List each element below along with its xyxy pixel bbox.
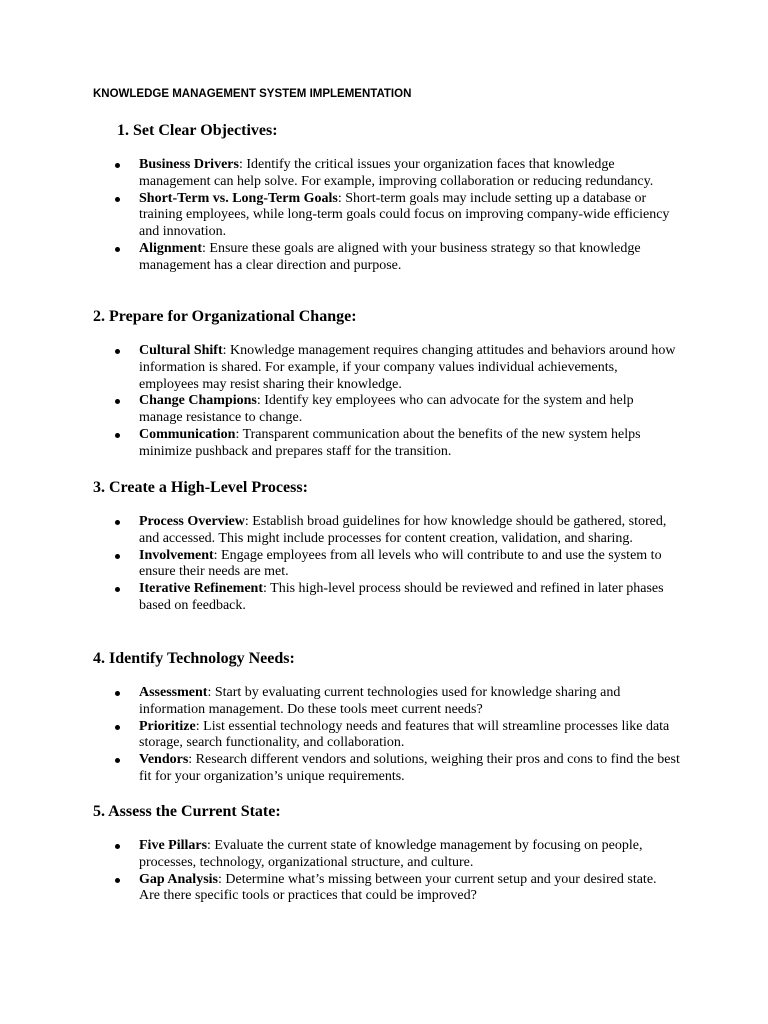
item-text: : This high-level process should be reviewed and refined in later phases based on feedback. [139,581,664,613]
list-item [115,685,680,719]
list-item [115,838,680,872]
item-text: : Transparent communication about the benefits of the new system helps minimize pushback and prepares staff for the transition. [139,426,641,459]
list-item [115,343,680,393]
item-term: Vendors [139,752,189,768]
bullet-icon [115,878,120,883]
section-5-list [115,838,680,905]
item-term: Short-Term vs. Long-Term Goals [139,190,338,206]
item-text: : Knowledge management requires changing attitudes and behaviors around how information is shared. For example, if your company values individual achievements, employees may resist sharing their knowledge. [139,343,676,392]
item-term: Cultural Shift [139,343,223,358]
item-term: Alignment [139,240,202,256]
item-term: Business Drivers [139,157,239,172]
list-item [115,241,680,275]
item-term: Involvement [139,547,214,563]
bullet-icon [115,587,120,592]
item-text: : Ensure these goals are aligned with your business strategy so that knowledge management has a clear direction and purpose. [139,240,641,273]
list-item [115,393,680,427]
bullet-icon [115,725,120,730]
item-term: Change Champions [139,393,257,409]
item-text: : Determine what’s missing between your current setup and your desired state. Are there specific tools or practices that could be improved? [139,871,657,904]
item-text: : Evaluate the current state of knowledge management by focusing on people, processes, technology, organizational structure, and culture. [139,838,643,870]
item-text: : Identify key employees who can advocate for the system and help manage resistance to change. [139,393,634,426]
section-heading-5: 5. Assess the Current State: [93,803,281,820]
list-item [115,157,680,191]
bullet-icon [115,691,120,696]
item-text: : List essential technology needs and features that will streamline processes like data storage, search functionality, and collaboration. [139,718,670,751]
section-1-list [115,157,680,275]
item-text: : Identify the critical issues your organization faces that knowledge management can help solve. For example, improving collaboration or reducing redundancy. [139,157,654,189]
bullet-icon [115,844,120,849]
section-3-list [115,514,680,615]
list-item [115,752,680,786]
item-text: : Establish broad guidelines for how knowledge should be gathered, stored, and accessed. This might include processes for content creation, validation, and sharing. [139,514,667,546]
item-text: : Engage employees from all levels who will contribute to and use the system to ensure their needs are met. [139,547,662,580]
item-term: Prioritize [139,718,196,734]
bullet-icon [115,163,120,168]
section-heading-3: 3. Create a High-Level Process: [93,479,308,496]
list-item [115,581,680,615]
item-text: : Start by evaluating current technologies used for knowledge sharing and information management. Do these tools meet current needs? [139,685,621,717]
bullet-icon [115,197,120,202]
item-term: Assessment [139,685,208,700]
list-item [115,514,680,548]
item-term: Iterative Refinement [139,581,264,597]
bullet-icon [115,247,120,252]
list-item [115,427,680,461]
bullet-icon [115,349,120,354]
list-item [115,191,680,241]
document-title: KNOWLEDGE MANAGEMENT SYSTEM IMPLEMENTATION [93,88,412,100]
bullet-icon [115,520,120,525]
section-heading-4: 4. Identify Technology Needs: [93,650,295,667]
section-2-list [115,343,680,461]
item-text: : Research different vendors and solutions, weighing their pros and cons to find the best fit for your organization’s unique requirements. [139,752,680,784]
section-4-list [115,685,680,786]
item-term: Five Pillars [139,838,208,853]
item-term: Communication [139,426,236,442]
item-term: Gap Analysis [139,871,218,887]
list-item [115,719,680,753]
list-item [115,548,680,582]
bullet-icon [115,399,120,404]
list-item [115,872,680,906]
bullet-icon [115,758,120,763]
item-term: Process Overview [139,514,245,529]
item-text: : Short-term goals may include setting up a database or training employees, while long-term goals could focus on improving company-wide efficiency and innovation. [139,190,670,240]
section-heading-1: 1. Set Clear Objectives: [117,122,278,139]
bullet-icon [115,554,120,559]
bullet-icon [115,433,120,438]
section-heading-2: 2. Prepare for Organizational Change: [93,308,357,325]
